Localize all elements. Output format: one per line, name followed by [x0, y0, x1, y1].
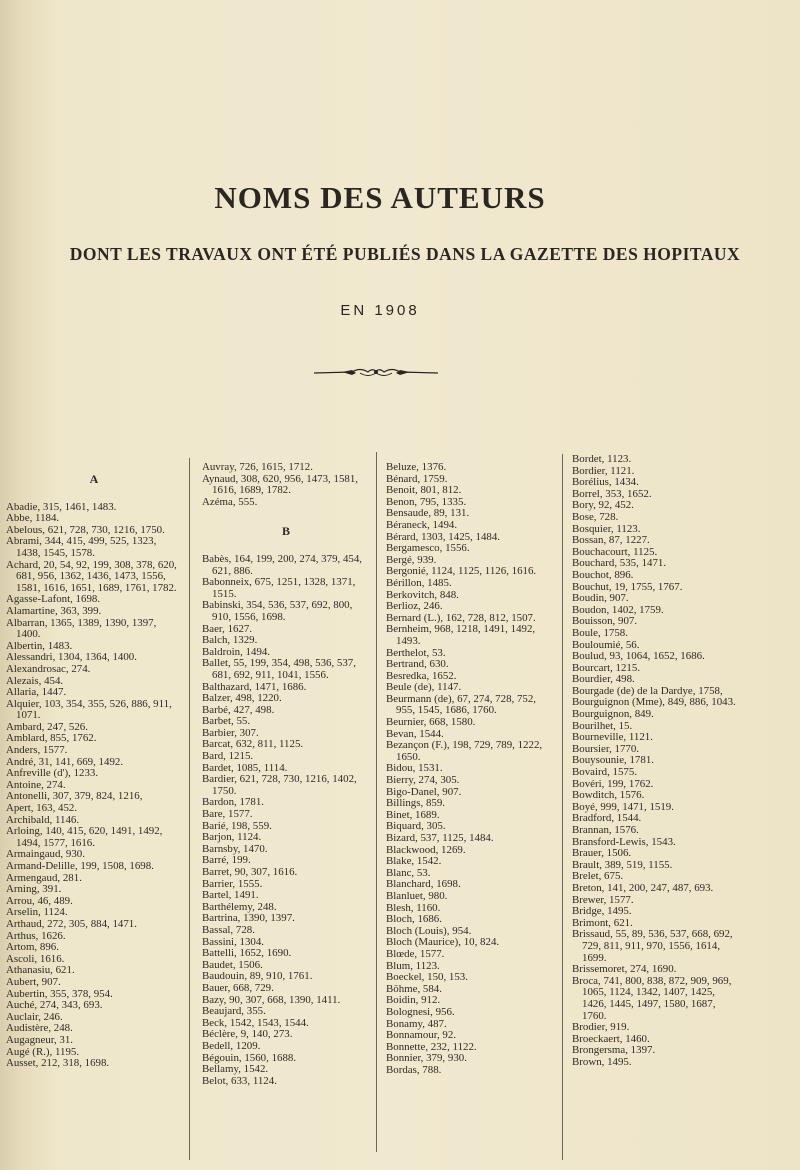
author-entry: Brauer, 1506.: [572, 847, 632, 860]
author-entry: Ambard, 247, 526.: [6, 720, 88, 733]
author-list: [202, 554, 370, 1087]
author-entry: Baldroin, 1494.: [202, 645, 271, 658]
author-entry: Aubert, 907.: [6, 975, 61, 988]
author-entry: Brissaud, 55, 89, 536, 537, 668, 692, 729, 811, 911, 970, 1556, 1614, 1699.: [572, 928, 733, 964]
author-entry: Beck, 1542, 1543, 1544.: [202, 1016, 309, 1029]
author-entry: Barjon, 1124.: [202, 831, 262, 844]
author-entry: Blanchard, 1698.: [386, 878, 461, 891]
author-entry: Amblard, 855, 1762.: [6, 732, 97, 745]
author-entry: Bassal, 728.: [202, 923, 255, 936]
author-entry: Bradford, 1544.: [572, 812, 642, 825]
ornament-divider-icon: [312, 364, 440, 384]
author-entry: Albarran, 1365, 1389, 1390, 1397, 1400.: [6, 616, 157, 641]
author-entry: Alexandrosac, 274.: [6, 662, 91, 675]
column-divider: [562, 454, 563, 1160]
author-entry: Boudon, 1402, 1759.: [572, 603, 664, 616]
author-entry: Bernheim, 968, 1218, 1491, 1492, 1493.: [386, 623, 536, 647]
author-entry: Borélius, 1434.: [572, 476, 639, 489]
author-entry: Bonnier, 379, 930.: [386, 1052, 467, 1065]
author-entry: Brault, 389, 519, 1155.: [572, 858, 673, 871]
author-list: [572, 454, 742, 1068]
author-entry: Antoine, 274.: [6, 778, 66, 791]
author-entry: Biquard, 305.: [386, 820, 446, 833]
page-title: NOMS DES AUTEURS: [214, 180, 546, 215]
author-entry: Armaingaud, 930.: [6, 848, 85, 861]
author-entry: Benon, 795, 1335.: [386, 495, 467, 508]
author-entry: Balzer, 498, 1220.: [202, 692, 282, 705]
author-entry: Bonnette, 232, 1122.: [386, 1040, 477, 1053]
author-entry: Barré, 199.: [202, 854, 251, 867]
author-entry: Arloing, 140, 415, 620, 1491, 1492, 1494, 1577, 1616.: [6, 825, 163, 849]
author-entry: Bourguignon, 849.: [572, 708, 654, 721]
author-entry: Boyé, 999, 1471, 1519.: [572, 800, 674, 813]
author-entry: Alquier, 103, 354, 355, 526, 886, 911, 1071.: [6, 697, 172, 722]
letter-heading: B: [281, 524, 290, 539]
author-entry: Broca, 741, 800, 838, 872, 909, 969, 1065, 1124, 1342, 1407, 1425, 1426, 1445, 1497, 1580, 1687, 1760.: [572, 974, 732, 1022]
author-entry: Bourilhet, 15.: [572, 719, 633, 732]
author-entry: Bransford-Lewis, 1543.: [572, 835, 676, 848]
author-entry: Arthus, 1626.: [6, 929, 66, 942]
author-entry: Bauer, 668, 729.: [202, 981, 274, 994]
author-entry: Barbé, 427, 498.: [202, 703, 275, 716]
author-entry: Babinski, 354, 536, 537, 692, 800, 910, 1556, 1698.: [202, 599, 353, 623]
author-entry: Baudouin, 89, 910, 1761.: [202, 970, 313, 983]
author-entry: Bégouin, 1560, 1688.: [202, 1051, 297, 1064]
author-entry: Borrel, 353, 1652.: [572, 487, 652, 500]
index-column-3: [386, 462, 556, 1076]
author-entry: Brissemoret, 274, 1690.: [572, 963, 677, 976]
author-entry: Bierry, 274, 305.: [386, 774, 460, 787]
author-entry: Baudet, 1506.: [202, 958, 263, 971]
author-entry: Bouloumié, 56.: [572, 638, 640, 651]
author-list: [202, 462, 370, 508]
author-entry: Billings, 859.: [386, 797, 445, 810]
author-entry: Babès, 164, 199, 200, 274, 379, 454, 621, 886.: [202, 552, 363, 577]
author-entry: Arning, 391.: [6, 883, 62, 896]
author-entry: Anders, 1577.: [6, 744, 68, 757]
author-entry: Bose, 728.: [572, 510, 619, 523]
author-entry: Brannan, 1576.: [572, 824, 639, 836]
author-entry: Barbier, 307.: [202, 726, 259, 739]
author-entry: Benoit, 801, 812.: [386, 484, 462, 497]
author-entry: Auché, 274, 343, 693.: [6, 999, 103, 1012]
author-entry: Babonneix, 675, 1251, 1328, 1371, 1515.: [202, 576, 356, 600]
author-entry: Belot, 633, 1124.: [202, 1074, 277, 1087]
author-list: [6, 502, 182, 1070]
author-entry: Bigo-Danel, 907.: [386, 785, 462, 798]
author-entry: Böhme, 584.: [386, 982, 442, 995]
author-entry: Bouchard, 535, 1471.: [572, 557, 667, 570]
author-entry: Beurmann (de), 67, 274, 728, 752, 955, 1545, 1686, 1760.: [386, 692, 537, 717]
author-entry: Beaujard, 355.: [202, 1005, 266, 1018]
author-entry: Boudin, 907.: [572, 592, 629, 605]
author-entry: Bonamy, 487.: [386, 1017, 447, 1030]
page-subtitle: DONT LES TRAVAUX ONT ÉTÉ PUBLIÉS DANS LA GAZETTE DES HOPITAUX: [69, 244, 741, 264]
author-entry: Ausset, 212, 318, 1698.: [6, 1057, 110, 1070]
author-entry: Blanc, 53.: [386, 866, 431, 879]
author-entry: Bouchut, 19, 1755, 1767.: [572, 580, 683, 593]
author-entry: Artom, 896.: [6, 941, 59, 954]
author-entry: Ballet, 55, 199, 354, 498, 536, 537, 681, 692, 911, 1041, 1556.: [202, 657, 356, 681]
author-entry: Blackwood, 1269.: [386, 843, 466, 856]
author-entry: Brewer, 1577.: [572, 893, 634, 906]
author-entry: Berlioz, 246.: [386, 600, 443, 613]
author-entry: Bouysounie, 1781.: [572, 754, 654, 767]
author-entry: Bard, 1215.: [202, 750, 254, 763]
author-entry: Bénard, 1759.: [386, 472, 448, 485]
author-entry: Bourguignon (Mme), 849, 886, 1043.: [572, 696, 736, 709]
author-entry: André, 31, 141, 669, 1492.: [6, 755, 124, 768]
author-entry: Bonnamour, 92.: [386, 1029, 457, 1042]
author-index: [0, 440, 800, 1160]
author-entry: Bardier, 621, 728, 730, 1216, 1402, 1750.: [202, 773, 357, 797]
author-entry: Boeckel, 150, 153.: [386, 971, 468, 984]
author-entry: Antonelli, 307, 379, 824, 1216,: [6, 790, 143, 803]
author-entry: Bourneville, 1121.: [572, 731, 653, 744]
author-list: [386, 462, 556, 1076]
author-entry: Bidou, 1531.: [386, 762, 443, 775]
letter-heading: A: [89, 472, 99, 486]
author-entry: Balch, 1329.: [202, 634, 258, 647]
author-entry: Alezais, 454.: [6, 674, 64, 687]
author-entry: Bassini, 1304.: [202, 935, 265, 948]
author-entry: Athanasiu, 621.: [6, 964, 75, 977]
author-entry: Blesh, 1160.: [386, 901, 441, 914]
author-entry: Audistère, 248.: [6, 1022, 73, 1035]
author-entry: Azéma, 555.: [202, 495, 258, 508]
author-entry: Brongersma, 1397.: [572, 1044, 656, 1057]
author-entry: Boulud, 93, 1064, 1652, 1686.: [572, 650, 705, 663]
author-entry: Bare, 1577.: [202, 808, 253, 821]
author-entry: Blum, 1123.: [386, 959, 440, 972]
author-entry: Barnsby, 1470.: [202, 842, 268, 855]
author-entry: Baer, 1627.: [202, 622, 253, 635]
author-entry: Armengaud, 281.: [6, 871, 82, 884]
author-entry: Blœde, 1577.: [386, 947, 445, 960]
author-entry: Béclère, 9, 140, 273.: [202, 1028, 293, 1041]
author-entry: Bowditch, 1576.: [572, 789, 645, 802]
author-entry: Bourdier, 498.: [572, 673, 635, 686]
author-entry: Auvray, 726, 1615, 1712.: [202, 461, 313, 473]
author-entry: Allaria, 1447.: [6, 686, 67, 699]
author-entry: Brelet, 675.: [572, 870, 624, 883]
author-entry: Barrier, 1555.: [202, 877, 263, 890]
author-entry: Achard, 20, 54, 92, 199, 308, 378, 620, 681, 956, 1362, 1436, 1473, 1556, 1581, 1616, 1651, 1689, 1761, 1782.: [6, 558, 177, 594]
author-entry: Bouisson, 907.: [572, 615, 638, 628]
author-entry: Augé (R.), 1195.: [6, 1045, 80, 1058]
author-entry: Breton, 141, 200, 247, 487, 693.: [572, 881, 714, 894]
author-entry: Bartel, 1491.: [202, 889, 259, 902]
author-entry: Beluze, 1376.: [386, 461, 447, 473]
author-entry: Aynaud, 308, 620, 956, 1473, 1581, 1616, 1689, 1782.: [202, 472, 358, 497]
author-entry: Bovaird, 1575.: [572, 766, 638, 779]
author-entry: Auclair, 246.: [6, 1010, 63, 1023]
author-entry: Binet, 1689.: [386, 808, 440, 821]
author-entry: Brimont, 621.: [572, 916, 633, 929]
author-entry: Bernard (L.), 162, 728, 812, 1507.: [386, 611, 536, 624]
author-entry: Bloch (Louis), 954.: [386, 924, 472, 937]
author-entry: Bridge, 1495.: [572, 905, 632, 918]
author-entry: Bardon, 1781.: [202, 796, 265, 809]
author-entry: Boidin, 912.: [386, 994, 441, 1007]
author-entry: Bory, 92, 452.: [572, 499, 634, 512]
author-entry: Bossan, 87, 1227.: [572, 534, 650, 547]
author-entry: Bérard, 1303, 1425, 1484.: [386, 530, 501, 543]
author-entry: Alamartine, 363, 399.: [6, 604, 102, 617]
author-entry: Arthaud, 272, 305, 884, 1471.: [6, 917, 137, 930]
author-entry: Bergamesco, 1556.: [386, 542, 470, 555]
author-entry: Barbet, 55.: [202, 715, 251, 728]
author-entry: Arrou, 46, 489.: [6, 894, 73, 907]
author-entry: Bartrina, 1390, 1397.: [202, 912, 295, 925]
author-entry: Bergonié, 1124, 1125, 1126, 1616.: [386, 565, 537, 578]
author-entry: Balthazard, 1471, 1686.: [202, 680, 307, 693]
author-entry: Bloch, 1686.: [386, 913, 442, 926]
author-entry: Besredka, 1652.: [386, 669, 457, 682]
author-entry: Bezançon (F.), 198, 729, 789, 1222, 1650.: [386, 739, 543, 763]
column-divider: [189, 458, 190, 1160]
author-entry: Apert, 163, 452.: [6, 802, 78, 815]
index-column-2: [202, 462, 370, 1087]
author-entry: Arselin, 1124.: [6, 906, 68, 919]
author-entry: Brown, 1495.: [572, 1055, 632, 1068]
author-entry: Bloch (Maurice), 10, 824.: [386, 936, 500, 949]
author-entry: Bouchot, 896.: [572, 568, 634, 581]
author-entry: Barret, 90, 307, 1616.: [202, 866, 298, 878]
author-entry: Bourcart, 1215.: [572, 661, 641, 674]
author-entry: Boursier, 1770.: [572, 742, 640, 755]
author-entry: Bordet, 1123.: [572, 453, 632, 465]
author-entry: Berthelot, 53.: [386, 646, 446, 659]
year-label: EN 1908: [340, 302, 420, 319]
author-entry: Bordier, 1121.: [572, 464, 635, 477]
author-entry: Bosquier, 1123.: [572, 522, 641, 535]
author-entry: Bizard, 537, 1125, 1484.: [386, 832, 494, 844]
author-entry: Anfreville (d'), 1233.: [6, 767, 99, 780]
author-entry: Bourgade (de) de la Dardye, 1758,: [572, 684, 723, 697]
author-entry: Blake, 1542.: [386, 855, 442, 868]
author-entry: Bevan, 1544.: [386, 727, 444, 740]
author-entry: Broeckaert, 1460.: [572, 1032, 650, 1045]
author-entry: Bellamy, 1542.: [202, 1063, 269, 1076]
author-entry: Archibald, 1146.: [6, 813, 80, 826]
author-entry: Bardet, 1085, 1114.: [202, 761, 288, 774]
author-entry: Blanluet, 980.: [386, 889, 448, 902]
author-entry: Boule, 1758.: [572, 626, 628, 639]
author-entry: Barthélemy, 248.: [202, 900, 277, 913]
author-entry: Barié, 198, 559.: [202, 819, 272, 832]
author-entry: Albertin, 1483.: [6, 639, 73, 652]
author-entry: Ascoli, 1616.: [6, 952, 65, 965]
author-entry: Beule (de), 1147.: [386, 681, 462, 694]
author-entry: Bergé, 939.: [386, 553, 437, 566]
author-entry: Abadie, 315, 1461, 1483.: [6, 500, 117, 513]
author-entry: Abelous, 621, 728, 730, 1216, 1750.: [6, 523, 165, 536]
author-entry: Aubertin, 355, 378, 954.: [6, 987, 113, 1000]
author-entry: Bolognesi, 956.: [386, 1005, 455, 1018]
author-entry: Bedell, 1209.: [202, 1039, 261, 1052]
index-column-1: [6, 474, 182, 1070]
author-entry: Berkovitch, 848.: [386, 588, 459, 601]
author-entry: Brodier, 919.: [572, 1021, 630, 1034]
author-entry: Bensaude, 89, 131.: [386, 507, 470, 520]
author-entry: Agasse-Lafont, 1698.: [6, 593, 101, 606]
author-entry: Bertrand, 630.: [386, 658, 449, 671]
column-divider: [376, 452, 377, 1152]
author-entry: Bérillon, 1485.: [386, 576, 452, 589]
author-entry: Armand-Delille, 199, 1508, 1698.: [6, 860, 154, 872]
author-entry: Abrami, 344, 415, 499, 525, 1323, 1438, 1545, 1578.: [6, 535, 157, 559]
author-entry: Bazy, 90, 307, 668, 1390, 1411.: [202, 993, 341, 1006]
index-column-4: [572, 454, 742, 1068]
author-entry: Abbe, 1184.: [6, 512, 60, 525]
author-entry: Bordas, 788.: [386, 1063, 442, 1076]
author-entry: Bovéri, 199, 1762.: [572, 777, 654, 790]
author-entry: Beurnier, 668, 1580.: [386, 716, 476, 729]
author-entry: Battelli, 1652, 1690.: [202, 947, 292, 960]
author-entry: Augagneur, 31.: [6, 1033, 74, 1046]
author-entry: Bouchacourt, 1125.: [572, 545, 658, 558]
author-entry: Béraneck, 1494.: [386, 518, 458, 531]
author-entry: Barcat, 632, 811, 1125.: [202, 738, 304, 751]
author-entry: Alessandri, 1304, 1364, 1400.: [6, 651, 137, 664]
